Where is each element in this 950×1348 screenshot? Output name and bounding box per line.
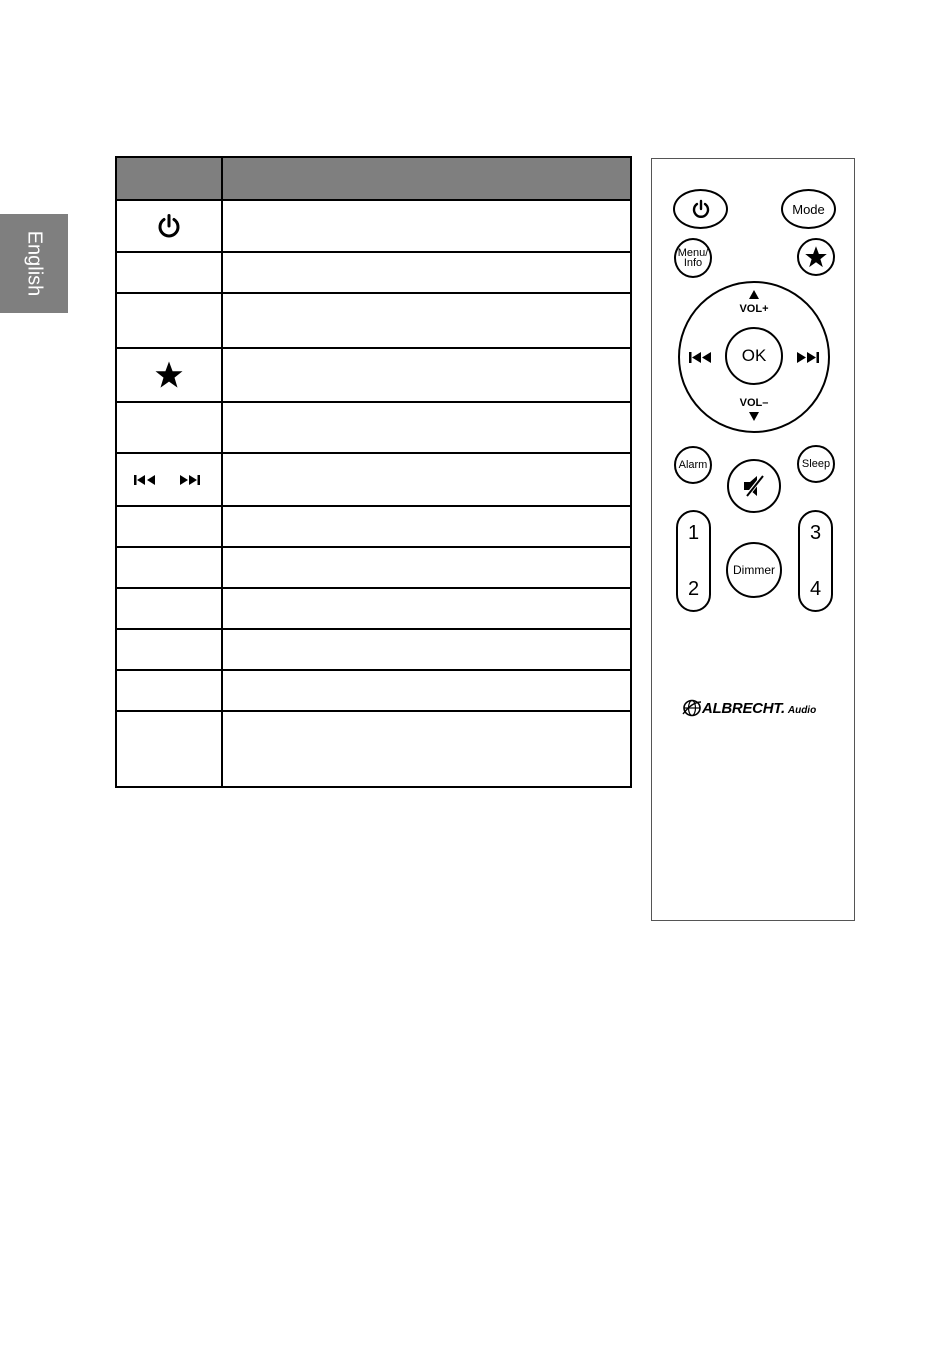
table-cell-description	[222, 547, 631, 588]
next-track-icon[interactable]	[793, 352, 819, 363]
table-cell-key	[116, 453, 222, 506]
table-cell-description	[222, 348, 631, 402]
table-cell-key	[116, 547, 222, 588]
power-icon	[691, 199, 711, 219]
mute-button[interactable]	[727, 459, 781, 513]
alarm-button-label: Alarm	[678, 459, 708, 471]
mute-icon	[740, 472, 768, 500]
table-header-description	[222, 157, 631, 200]
table-header-key	[116, 157, 222, 200]
table-cell-description	[222, 588, 631, 629]
dimmer-button[interactable]	[726, 542, 782, 598]
power-icon	[156, 213, 182, 239]
star-icon	[154, 360, 184, 390]
favorite-button[interactable]	[797, 238, 835, 276]
brand-logo	[682, 699, 816, 717]
preset-1-2-button[interactable]	[676, 510, 711, 612]
sleep-button-label: Sleep	[801, 458, 831, 470]
table-row	[116, 200, 631, 252]
table-cell-key	[116, 711, 222, 787]
table-row	[116, 547, 631, 588]
globe-icon	[682, 699, 702, 717]
table-cell-key	[116, 629, 222, 670]
prev-next-icon	[133, 473, 205, 487]
dimmer-button-label: Dimmer	[733, 563, 775, 577]
table-row	[116, 293, 631, 348]
remote-control-illustration	[651, 158, 855, 921]
table-cell-key	[116, 252, 222, 293]
power-button[interactable]	[673, 189, 728, 229]
preset-2-label: 2	[687, 578, 700, 600]
table-cell-key	[116, 506, 222, 547]
down-arrow-icon[interactable]	[749, 412, 759, 421]
table-cell-key	[116, 670, 222, 711]
brand-subtitle: Audio	[787, 704, 817, 716]
table-header-row	[116, 157, 631, 200]
table-cell-description	[222, 402, 631, 453]
table-cell-key	[116, 293, 222, 348]
mode-button-label: Mode	[792, 201, 825, 217]
table-row	[116, 252, 631, 293]
language-tab-label: English	[23, 230, 46, 297]
table-cell-description	[222, 670, 631, 711]
table-cell-description	[222, 453, 631, 506]
table-cell-description	[222, 506, 631, 547]
table-row	[116, 711, 631, 787]
table-row	[116, 402, 631, 453]
table-cell-key	[116, 588, 222, 629]
preset-4-label: 4	[809, 578, 822, 600]
sleep-button[interactable]	[797, 445, 835, 483]
table-cell-description	[222, 711, 631, 787]
ok-button[interactable]	[725, 327, 783, 385]
vol-minus-label[interactable]: VOL–	[739, 397, 769, 409]
language-tab[interactable]	[0, 214, 68, 313]
star-icon	[804, 245, 828, 269]
table-cell-key	[116, 402, 222, 453]
table-row	[116, 506, 631, 547]
table-row	[116, 588, 631, 629]
mode-button[interactable]	[781, 189, 836, 229]
table-row	[116, 453, 631, 506]
menu-info-label-line1: Menu/	[677, 247, 709, 259]
alarm-button[interactable]	[674, 446, 712, 484]
brand-name: ALBRECHT.	[702, 699, 785, 717]
previous-track-icon[interactable]	[689, 352, 715, 363]
table-cell-description	[222, 200, 631, 252]
table-cell-key	[116, 348, 222, 402]
up-arrow-icon[interactable]	[749, 290, 759, 299]
table-row	[116, 348, 631, 402]
vol-plus-label[interactable]: VOL+	[739, 303, 769, 315]
table-cell-description	[222, 629, 631, 670]
ok-button-label: OK	[741, 346, 767, 365]
menu-info-button[interactable]	[674, 238, 712, 278]
table-row	[116, 670, 631, 711]
preset-3-4-button[interactable]	[798, 510, 833, 612]
table-row	[116, 629, 631, 670]
preset-3-label: 3	[809, 522, 822, 544]
table-cell-description	[222, 293, 631, 348]
table-cell-key	[116, 200, 222, 252]
preset-1-label: 1	[687, 522, 700, 544]
menu-info-label-line2: Info	[683, 257, 703, 269]
remote-keys-table	[115, 156, 632, 788]
table-cell-description	[222, 252, 631, 293]
